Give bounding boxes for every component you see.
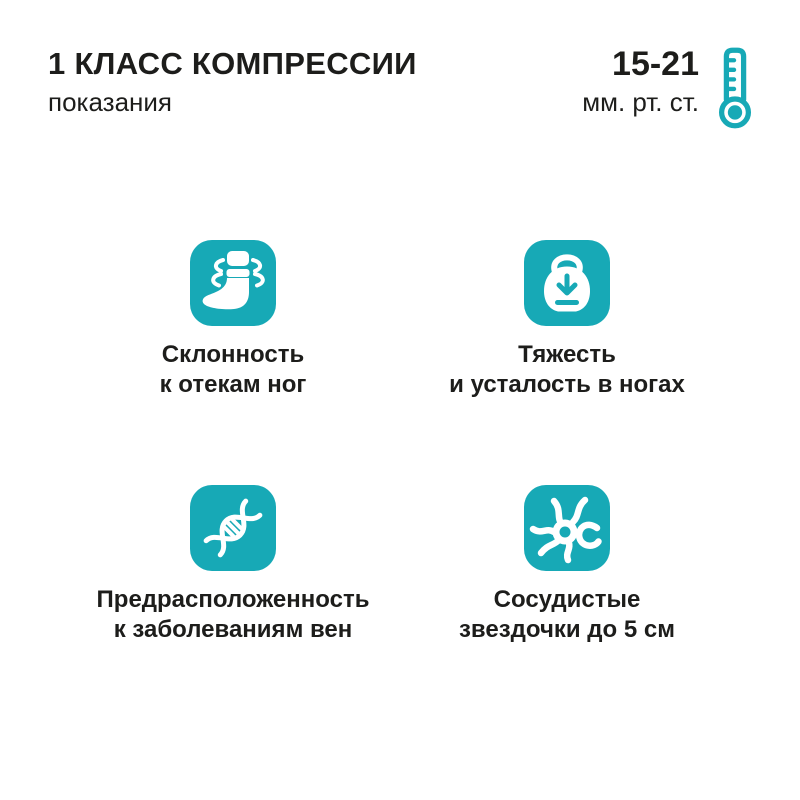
weight-heaviness-icon	[524, 240, 610, 326]
indication-item-predisposition	[66, 485, 400, 645]
label-line: к заболеваниям вен	[113, 616, 353, 643]
indication-label	[97, 585, 370, 645]
label-line: Тяжесть	[518, 341, 616, 368]
label-line: звездочки до 5 см	[459, 616, 675, 643]
label-line: к отекам ног	[159, 371, 307, 398]
indication-label	[449, 340, 685, 400]
pressure-text	[582, 46, 699, 117]
label-line: Предрасположенность	[96, 586, 370, 613]
indication-item-spider-veins	[400, 485, 734, 645]
label-line: и усталость в ногах	[449, 371, 685, 398]
label-line: Сосудистые	[493, 586, 641, 613]
pressure-range: 15-21	[612, 45, 699, 83]
ankle-compression-icon	[190, 240, 276, 326]
dna-icon	[190, 485, 276, 571]
spider-veins-icon	[524, 485, 610, 571]
indication-tile	[524, 485, 610, 571]
thermometer-icon	[712, 44, 758, 132]
page-subtitle: показания	[48, 87, 172, 117]
indication-label	[160, 340, 307, 400]
indication-tile	[524, 240, 610, 326]
indication-item-heaviness	[400, 240, 734, 400]
label-line: Склонность	[161, 341, 305, 368]
indication-item-edema	[66, 240, 400, 400]
indication-tile	[190, 240, 276, 326]
indications-grid	[66, 240, 734, 645]
header-left	[48, 46, 417, 118]
header	[0, 0, 800, 132]
indication-label	[459, 585, 675, 645]
pressure-unit: мм. рт. ст.	[582, 87, 699, 117]
pressure-block	[582, 46, 758, 132]
indication-tile	[190, 485, 276, 571]
page-title: 1 КЛАСС КОМПРЕССИИ	[48, 46, 417, 81]
